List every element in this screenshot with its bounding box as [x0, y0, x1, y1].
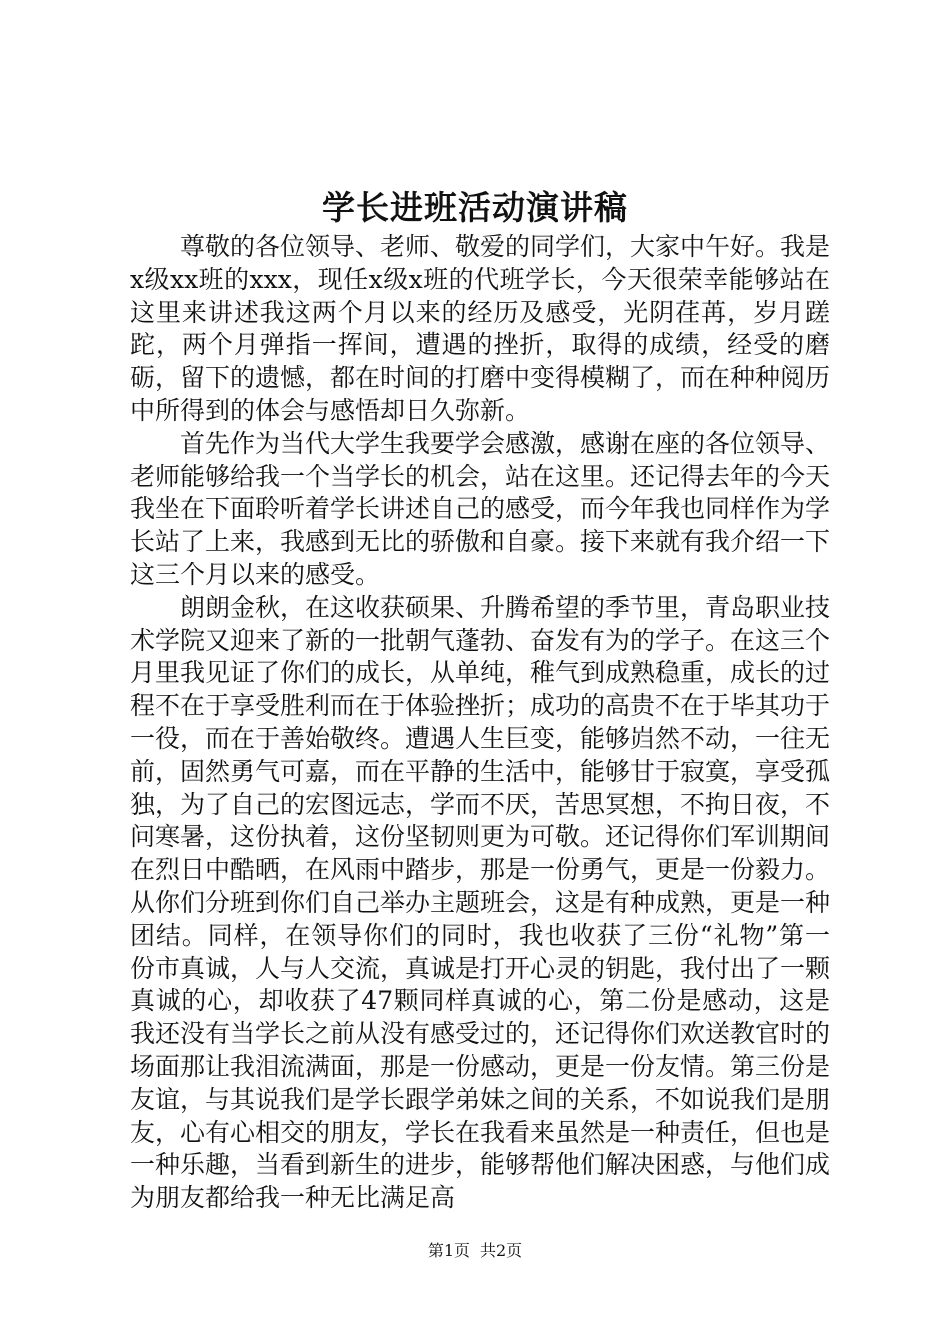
- paragraph-greeting: 尊敬的各位领导、老师、敬爱的同学们，大家中午好。我是x级xx班的xxx，现任x级x班的代班学长，今天很荣幸能够站在这里来讲述我这两个月以来的经历及感受，光阴荏苒，岁月蹉跎，两个月弹指一挥间，遭遇的挫折，取得的成绩，经受的磨砺，留下的遗憾，都在时间的打磨中变得模糊了，而在种种阅历中所得到的体会与感悟却日久弥新。: [130, 232, 831, 425]
- paragraph-gratitude: 首先作为当代大学生我要学会感激，感谢在座的各位领导、老师能够给我一个当学长的机会，站在这里。还记得去年的今天我坐在下面聆听着学长讲述自己的感受，而今年我也同样作为学长站了上来，我感到无比的骄傲和自豪。接下来就有我介绍一下这三个月以来的感受。: [130, 428, 831, 589]
- document-body: [130, 231, 830, 1215]
- page-footer: [0, 1240, 950, 1262]
- document-title: 学长进班活动演讲稿: [322, 188, 628, 227]
- page-number: 第1页: [427, 1241, 470, 1260]
- page-total: 共2页: [480, 1241, 523, 1260]
- paragraph-experience: 朗朗金秋，在这收获硕果、升腾希望的季节里，青岛职业技术学院又迎来了新的一批朝气蓬勃、奋发有为的学子。在这三个月里我见证了你们的成长，从单纯，稚气到成熟稳重，成长的过程不在于享受胜利而在于体验挫折；成功的高贵不在于毕其功于一役，而在于善始敬终。遭遇人生巨变，能够岿然不动，一往无前，固然勇气可嘉，而在平静的生活中，能够甘于寂寞，享受孤独，为了自己的宏图远志，学而不厌，苦思冥想，不拘日夜，不问寒暑，这份执着，这份坚韧则更为可敬。还记得你们军训期间在烈日中酷晒，在风雨中踏步，那是一份勇气，更是一份毅力。从你们分班到你们自己举办主题班会，这是有种成熟，更是一种团结。同样，在领导你们的同时，我也收获了三份“礼物”第一份市真诚，人与人交流，真诚是打开心灵的钥匙，我付出了一颗真诚的心，却收获了47颗同样真诚的心，第二份是感动，这是我还没有当学长之前从没有感受过的，还记得你们欢送教官时的场面那让我泪流满面，那是一份感动，更是一份友情。第三份是友谊，与其说我们是学长跟学弟妹之间的关系，不如说我们是朋友，心有心相交的朋友，学长在我看来虽然是一种责任，但也是一种乐趣，当看到新生的进步，能够帮他们解决困惑，与他们成为朋友都给我一种无比满足高: [130, 592, 831, 1213]
